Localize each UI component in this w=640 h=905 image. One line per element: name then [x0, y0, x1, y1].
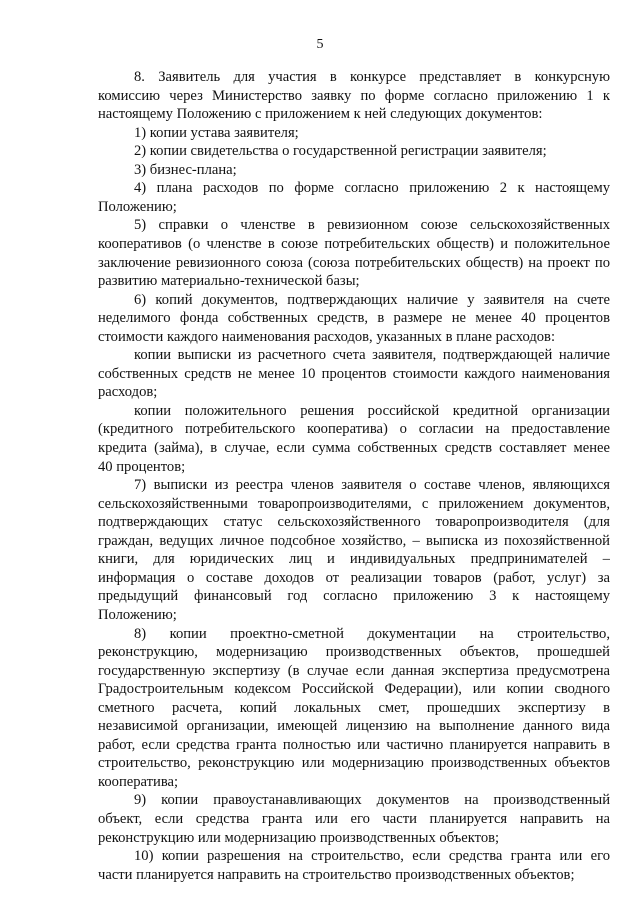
text-line: сметного расчета, копий локальных смет, прошедших экспертизу в: [98, 699, 610, 716]
text-line: кредита (займа), в случае, если сумма собственных средств составляет менее: [98, 440, 610, 456]
text-line: 3) бизнес-плана;: [134, 161, 237, 178]
text-line: реконструкцию или модернизацию производственных объектов;: [98, 829, 500, 846]
page-number: 5: [316, 37, 324, 52]
text-line: Положению;: [98, 606, 177, 623]
text-line: сельскохозяйственными товаропроизводителями, с приложением документов,: [98, 495, 610, 512]
text-line: информация о составе доходов от реализации товаров (работ, услуг) за: [98, 569, 610, 586]
text-line: 7) выписки из реестра членов заявителя о составе членов, являющихся: [134, 477, 610, 494]
text-line: независимой организации, имеющей лицензию на выполнение данного вида: [98, 718, 610, 735]
text-line: 6) копий документов, подтверждающих наличие у заявителя на счете: [134, 291, 610, 308]
text-line: копии положительного решения российской кредитной организации: [134, 402, 610, 419]
text-line: части планируется направить на строительство производственных объектов;: [98, 866, 575, 883]
text-line: граждан, ведущих личное подсобное хозяйство, – выписка из похозяйственной: [98, 532, 610, 549]
text-line: 4) плана расходов по форме согласно приложению 2 к настоящему: [134, 180, 610, 197]
text-line: Положению;: [98, 198, 177, 215]
text-line: 8. Заявитель для участия в конкурсе представляет в конкурсную: [134, 69, 610, 85]
text-line: настоящему Положению с приложением к ней следующих документов:: [98, 106, 543, 123]
text-line: комиссию через Министерство заявку по форме согласно приложению 1 к: [98, 87, 610, 104]
text-line: кооперативов (о членстве в союзе потребительских обществ) и положительное: [98, 235, 610, 252]
text-line: развитию материально-технической базы;: [98, 273, 360, 290]
text-line: 10) копии разрешения на строительство, если средства гранта или его: [134, 848, 610, 865]
text-line: стоимости каждого наименования расходов, указанных в плане расходов:: [98, 328, 556, 345]
text-line: объект, если средства гранта или его части планируется направить на: [98, 811, 610, 827]
text-line: кооператива;: [98, 773, 179, 790]
text-line: подтверждающих статус сельскохозяйственного товаропроизводителя (для: [98, 514, 610, 531]
text-line: неделимого фонда собственных средств, в размере не менее 40 процентов: [98, 310, 610, 327]
text-line: 1) копии устава заявителя;: [134, 124, 299, 141]
text-line: (кредитного потребительского кооператива) о согласии на предоставление: [98, 421, 610, 438]
text-line: книги, для юридических лиц и индивидуальных предпринимателей –: [98, 551, 610, 568]
text-line: реконструкцию, модернизацию производственных объектов, прошедшей: [98, 644, 610, 661]
text-line: 5) справки о членстве в ревизионном союзе сельскохозяйственных: [134, 217, 610, 234]
text-line: 9) копии правоустанавливающих документов на производственный: [134, 792, 610, 809]
text-line: копии выписки из расчетного счета заявителя, подтверждающей наличие: [134, 347, 610, 364]
text-line: собственных средств не менее 10 процентов стоимости каждого наименования: [98, 365, 610, 382]
text-line: предыдущий финансовый год согласно приложению 3 к настоящему: [98, 588, 610, 605]
text-line: государственную экспертизу (в случае если данная экспертиза предусмотрена: [98, 662, 610, 679]
text-line: работ, если средства гранта полностью или частично планируется направить в: [98, 736, 610, 753]
text-line: Градостроительным кодексом Российской Федерации), или копии сводного: [98, 681, 610, 698]
text-line: 40 процентов;: [98, 458, 186, 475]
text-line: 2) копии свидетельства о государственной регистрации заявителя;: [134, 143, 547, 160]
text-line: строительство, реконструкцию или модернизацию производственных объектов: [98, 755, 610, 772]
text-line: расходов;: [98, 384, 158, 401]
text-line: заключение ревизионного союза (союза потребительских обществ) на проект по: [98, 254, 610, 271]
text-line: 8) копии проектно-сметной документации на строительство,: [134, 625, 610, 642]
